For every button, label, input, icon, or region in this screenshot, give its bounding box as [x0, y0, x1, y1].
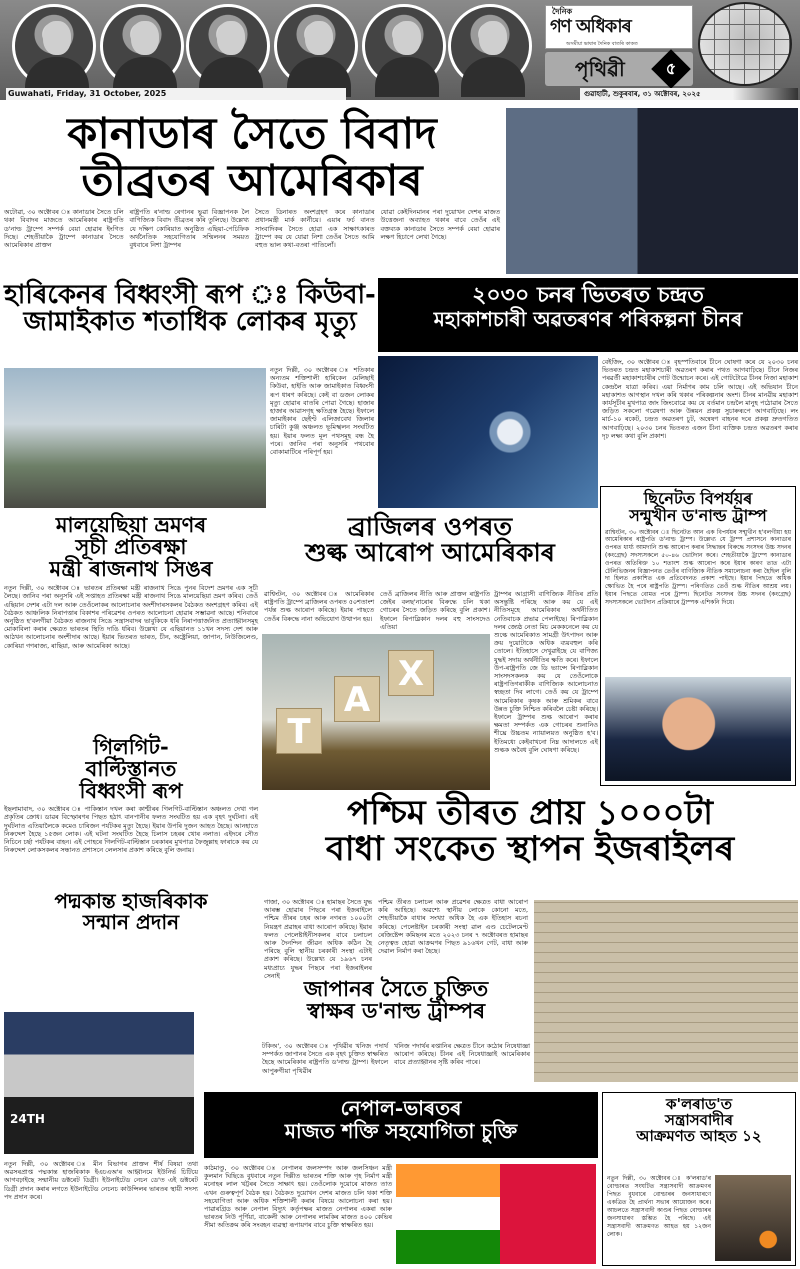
logo-name: গণ অধিকাৰ [550, 16, 631, 37]
headline-line: জাপানৰ সৈতে চুক্তিত [303, 976, 489, 1001]
article-column: সৈতে ডিনাৰত অংশগ্ৰহণ কৰে কানাডাৰ প্ৰধানমন্ত্ৰী মাৰ্ক কাৰ্নীয়ে। এয়াৰ ফৰ্চ বানত সাংবাদিকৰ সৈতে হোৱা এক সাক্ষাৎকাৰত ট্ৰাম্পে কয় যে যোৱা নিশা তেওঁৰ সৈতে আমি বহুত ভাল কথা-বতৰা পাতিলোঁ। [255, 208, 375, 250]
headline-line: মন্ত্ৰী ৰাজনাথ সিঙৰ [49, 556, 213, 582]
article-column: খনিজ পদাৰ্থৰ ৰপ্তানিৰ ক্ষেত্ৰত চীনে কঠোৰ নিষেধাজ্ঞা আৰোপ কৰিছে। চীনৰ এই নিষেধাজ্ঞাই আমেৰিকাৰ বাবে প্ৰত্যাহ্বানৰ সৃষ্টি কৰিব পাৰে। [394, 1042, 530, 1067]
headline-line: স্বাক্ষৰ ড'নাল্ড ট্ৰাম্পৰ [306, 998, 486, 1024]
headline-line: ব্ৰাজিলৰ ওপৰত [347, 512, 513, 541]
headline-line: পশ্চিম তীৰত প্ৰায় ১০০০টা [346, 793, 714, 833]
newspaper-logo [545, 5, 693, 49]
headline-line: আক্ৰমণত আহত ১২ [636, 1126, 762, 1145]
article-column: গাজা, ৩০ অক্টোবৰ ঃ হামাছৰ সৈতে যুদ্ধ আৰম্ভ হোৱাৰ পিছৰে পৰা ইজৰাইলে পশ্চিম তীৰৰ চহৰ আৰু নগৰত ১০০০টা নিয়ন্ত্ৰণ প্ৰৱাহৰ বাধা আৰোপ কৰিছে। ইয়াৰ ফলত পেলেষ্টাইনীসকলৰ বাবে চলাচল আৰু দৈনন্দিন জীৱন অধিক কঠিন হৈ পৰিছে বুলি স্থানীয় চৰকাৰী সংস্থা এটাই প্ৰকাশ কৰিছে। উল্লেখ্য যে ১৯৬৭ চনৰ মধ্যপ্ৰাচ্য যুদ্ধৰ পিছৰে পৰা ইজৰাইলৰ সেনাই [264, 898, 372, 980]
date-assamese: গুৱাহাটী, শুকুৰবাৰ, ৩১ অক্টোবৰ, ২০২৫ [580, 88, 798, 100]
portrait-5 [362, 4, 446, 88]
headline-line: সন্মুখীন ড'নাল্ড ট্ৰাম্প [629, 505, 767, 525]
headline-line: শুল্ক আৰোপ আমেৰিকাৰ [305, 538, 555, 568]
banner-nepal [204, 1092, 598, 1158]
story-brazil [264, 514, 596, 567]
globe-icon [698, 2, 792, 86]
page-number-badge [651, 49, 691, 89]
headline-line: ক'লৰাড'ত [666, 1095, 732, 1113]
section-badge [545, 52, 693, 86]
page-number: ৫ [665, 59, 677, 78]
article-column: তেওঁ ব্ৰাজিলৰ নীতি আৰু প্ৰাক্তন ৰাষ্ট্ৰপতি জেইৰ বলছ'নাৰোৰ বিৰুদ্ধে চলি থকা গোচৰৰ সৈতে জড়িত কৰিছে বুলি প্ৰকাশ। ইফালে ৰিপাব্লিকান দলৰ বহু সাংসদেও এতিয়া [380, 590, 490, 631]
headline-line: মাজত শক্তি সহযোগিতা চুক্তি [284, 1119, 518, 1143]
photo-hurricane [4, 368, 266, 508]
article-body: নতুন দিল্লী, ৩০ অক্টোবৰ ঃ ক'লৰাড'ৰ বোল্ডাৰত সংঘটিত সন্ত্ৰাসবাদী আক্ৰমণৰ পিছত বুধবাৰে বোল্ডাৰৰ জনসাধাৰণে একত্ৰিত হৈ প্ৰাৰ্থনা সভাৰ আয়োজন কৰে। আচলতে সন্ত্ৰাসবাদী কাণ্ডৰ পিছত বোল্ডাৰৰ জনসাধাৰণ স্তম্ভিত হৈ পৰিছে। এই সন্ত্ৰাসবাদী আক্ৰমণত আহত হয় ১২জন লোক। [607, 1175, 711, 1238]
photo-award-ceremony [4, 1012, 194, 1154]
photo-trump [605, 677, 791, 781]
article-column: যোৱা কেইদিনমানৰ পৰা দুয়োখন দেশৰ মাজত উত্তেজনা অব্যাহত থকাৰ বাবে তেওঁৰ এই বক্তব্যক কানাডাৰ সৈতে সম্পৰ্ক বেয়া হোৱাৰ লক্ষণ হিচাপে লেখা গৈছে। [380, 208, 500, 241]
headline-line: তীব্ৰতৰ আমেৰিকাৰ [81, 156, 423, 207]
headline-line: জামাইকাত শতাধিক লোকৰ মৃত্যু [23, 307, 357, 338]
article-body: নতুন দিল্লী, ৩০ অক্টোবৰ ঃ ভাৰতৰ প্ৰতিৰক্ষা মন্ত্ৰী ৰাজনাথ সিঙে পুনৰ বিদেশ ভ্ৰমণৰ এক সূচী লৈছে। জানিব পৰা অনুসৰি এই সপ্তাহত প্ৰতিৰক্ষা মন্ত্ৰী ৰাজনাথ সিঙে মালয়েছিয়া ভ্ৰমণ কৰিব। তেওঁ এছিয়ান দেশৰ এটা দল আৰু তেওঁলোকৰ আলোচনাৰ অংশীদাৰসকলৰ বৈঠকত অংশগ্ৰহণ কৰিব। এই বৈঠকত আঞ্চলিক নিৰাপত্তাৰ বিকাশৰ পৰিৱেশৰ ওপৰত আলোচনা হোৱাৰ সম্ভাৱনা আছে। শনিবাৰে অনুষ্ঠিত হ'বলগীয়া বৈঠকত ৰাজনাথ সিঙে সন্ত্ৰাসবাদৰ ভাবুকিকে ধৰি নিৰাপত্তাজনিত প্ৰত্যাহ্বানসমূহ মোকাবিলা কৰাৰ ক্ষেত্ৰত ভাৰতৰ স্থিতি দাঙি ধৰিব। উল্লেখ্য যে এছিয়ানত ১১খন সদস্য দেশ আৰু আঠখন আলোচনাৰ অংশীদাৰ আছে। ইয়াৰ ভিতৰত ভাৰত, চীন, অষ্ট্ৰেলিয়া, জাপান, নিউজিলেণ্ড, কোৰিয়া গণৰাজ্য, ৰাছিয়া, আৰু আমেৰিকা আছে। [4, 584, 258, 650]
date-english: Guwahati, Friday, 31 October, 2025 [6, 88, 346, 100]
tax-block: A [334, 676, 380, 722]
logo-tagline: অসমীয়া ভাষাৰ দৈনিক বাতৰি কাকত [566, 41, 638, 47]
article-body: ৱাশ্বিংটন, ৩০ অক্টোবৰ ঃ ছিনেটত আন এক বিপৰ্যয়ৰ সন্মুখীন হ'বলগীয়া হয় আমেৰিকাৰ ৰাষ্ট্ৰপতি ড'নাল্ড ট্ৰাম্প। উল্লেখ্য যে ট্ৰাম্প প্ৰশাসনে কানাডাৰ ওপৰত ধাৰ্য্য আমদানি শুল্ক আৰোপ কৰাৰ সিদ্ধান্তৰ বিৰুদ্ধে সংসদৰ উচ্চ সদনৰ (কংগ্ৰেছ) সদস্যসকলে ৫০-৪৬ ভোটদান কৰে। শেহতীয়াকৈ ট্ৰাম্পে কানাডাৰ ওপৰত অতিৰিক্ত ১০ শতাংশ শুল্ক আৰোপ কৰে ইয়াৰ কাৰণ তাত এটা টেলিভিজনৰ বিজ্ঞাপনত তেওঁৰ বাণিজ্যিক নীতিক সমালোচনা কৰা হৈছিল বুলি দা হিলত প্ৰকাশিত এক প্ৰতিবেদনত প্ৰকাশ পাইছে। ইয়াৰ পিছতে অধিক ক্ষোভিত হৈ পৰে ৰাষ্ট্ৰপতি ট্ৰাম্প। পৰিণতিত তেওঁ শুল্ক নীতিৰ আশ্ৰয় লয়। ইয়াৰ পিছতে বোমত পৰে ট্ৰাম্প। ছিনেটত সংসদৰ উচ্চ সদনৰ (কংগ্ৰেছ) সদস্যসকলে ভোটদান প্ৰক্ৰিয়াৰে ট্ৰাম্পক এশিকনি দিয়ে। [605, 528, 791, 606]
story-canada [4, 109, 500, 250]
headline-line: সন্ত্ৰাসবাদীৰ [665, 1110, 733, 1129]
photo-western-wall [534, 900, 798, 1082]
article-column: ট্ৰাম্পৰ আগ্ৰাসী বাণিজ্যিক নীতিৰ প্ৰতি অসন্তুষ্টি পৰিছে আৰু কয় যে এই নীতিসমূহে আমেৰিকাৰ অৰ্থনীতিত নেতিবাচক প্ৰভাৱ পেলাইছে। ৰিপাব্লিকান দলৰ জ্যেষ্ঠ নেতা মিচ মেককনেলে কয় যে শুল্কে আমেৰিকাত সামগ্ৰী উৎপাদন আৰু ক্ৰয় দুয়োটাকে অধিক ব্যয়বহুল কৰি তোলে। ইতিহাসে দেখুৱাইছে যে বাণিজ্য যুদ্ধই সদায় অৰ্থনীতিৰ ক্ষতি কৰে। ইফালে উপ-ৰাষ্ট্ৰপতি জে ডি ভ্যান্সে ৰিপাব্লিকান সাংসদসকলক কয় যে তেওঁলোকে ৰাষ্ট্ৰপতিগৰাকীক বাণিজ্যিক আলোচনাত স্বচ্ছতা দিব লাগে। তেওঁ কয় যে ট্ৰাম্পে আমেৰিকাৰ কৃষক আৰু শ্ৰমিকৰ বাবে উন্নত চুক্তি নিশ্চিত কৰিবলৈ চেষ্টা কৰিছে। ইফালে ট্ৰাম্পৰ শুল্ক আৰোপ কৰাৰ ক্ষমতা সম্পৰ্কত এক গোচৰৰ শুনানিও শীঘ্ৰে উচ্চতম ন্যায়ালয়ত অনুষ্ঠিত হ'ব। ইতিমধ্যে কেইবাখনো নিম্ন আদালতে এই শুল্কক অবৈধ বুলি ঘোষণা কৰিছে। [494, 590, 598, 754]
article-body: নতুন দিল্লী, ৩০ অক্টোবৰ ঃ মীন বিভাগৰ প্ৰাক্তন শীৰ্ষ বিষয়া তথা অৱসৰপ্ৰাপ্ত পদ্মকান্ত হাজৰিকাক ইএচএঅ'ৰ আহ্বানমে ইউনিৰ্ভ চিটিয়ে আগবঢ়াইছে সন্মানীয় ডক্টৰেট ডিগ্ৰী। ইউনাইটেড নেচন ডে'ত এই ডক্টৰেট ডিগ্ৰী প্ৰদান কৰাৰ লগতে ইউনাইটেড নেচনচ কাউন্সিলৰ ভাৰতৰ স্থায়ী সদস্য পদ প্ৰদান কৰে। [4, 1160, 198, 1201]
photo-tax [262, 634, 490, 790]
headline-line: নেপাল-ভাৰতৰ [340, 1096, 462, 1120]
headline-line: সন্মান প্ৰদান [82, 910, 180, 935]
portrait-4 [274, 4, 358, 88]
article-body: বেইজিং, ৩০ অক্টোবৰ ঃ বৃহস্পতিবাৰে চীনে ঘোষণা কৰে যে ২০৩০ চনৰ ভিতৰত চন্দ্ৰত মহাকাশচাৰী অৱতৰণ কৰাৰ পথত আগবাঢ়িছে। চীনে নিজৰ পৰৱৰ্তী মহাকাশচাৰীৰ গোট উন্মোচন কৰে। এই গোটটোৱে চীনৰ নিজা মহাকাশ কেন্দ্ৰলৈ যাত্ৰা কৰিব। এয়া নিৰ্মাণৰ কাম চলি আছে। এই অভিযান চীনে মহাকাশত আগস্থান দখল কৰি থকাৰ পৰিকল্পনাৰ অংশ। চীনৰ মানৱীয় মহাকাশ কাৰ্যসূচীৰ মুখপাত্ৰ জাং জিংবোৱে কয় যে বৰ্তমান চন্দ্ৰলৈ মানুহ পঠোৱাৰ সৈতে জড়িত সকলো গৱেষণা আৰু উন্নয়ন প্ৰকল্প সুচাৰুৰূপে আগবাঢ়িছে। লং মাৰ্চ-১০ ৰকেট, চন্দ্ৰত অৱতৰণ চুট, অন্বেষণ বাহনৰ দৰে প্ৰকল্প দ্ৰুতগতিত আগবাঢ়িছে। ২০৩০ চনৰ ভিতৰত এজন চীনা ব্যক্তিক চন্দ্ৰত অৱতৰণ কৰাৰ দৃঢ় লক্ষ্য কথা বুলি প্ৰকাশ। [602, 358, 798, 440]
portrait-2 [100, 4, 184, 88]
portrait-3 [186, 4, 270, 88]
headline-line: গিলগিট- [93, 734, 169, 760]
portrait-6 [448, 4, 532, 88]
headline-line: মহাকাশচাৰী অৱতৰণৰ পৰিকল্পনা চীনৰ [433, 307, 743, 332]
story-hazarika [4, 891, 258, 933]
article-body: ইছলামাবাদ, ৩০ অক্টোবৰ ঃ পাকিস্তান দখল কৰা কাশ্মীৰৰ গিলগিট-বাল্টিস্তান অঞ্চলত দেখা গল প্ৰকৃতিৰ ক্ৰোধ। ডাৱৰ বিস্ফোৰণৰ পিছত হঠাৎ বানপানীৰ ফলত সংঘটিত হয় এক বৃহৎ দুৰ্ঘটনা। এই দুৰ্ঘটনাত এতিয়ালৈকে কমেও চাৰিজন পৰ্যটকৰ মৃত্যু হৈছে। ইয়াৰ উপৰি দুজন আহত হৈছে। আনহাতে নিৰুদ্দেশ হৈছে ১৫জন লোক। এই ঘটনা সংঘটিত হৈছে চিলাস চহৰৰ থোৰ নলাত। এইদৰে সৌত নিচিনে চৰ্ছা পৰ্যটকৰ বাহন। এই পোহৰে গিলগিট-বাল্টিস্তান চৰকাৰৰ মুখপাত্ৰ ফৈজুল্লাহ ফাৰাকে কয় যে নিৰুদ্দেশ লোকসকলৰ সন্ধানত প্ৰশাসনে লেলসাৰ প্ৰকাশ কৰিছে বুলি জনায়। [4, 805, 258, 855]
headline-line: মালয়েছিয়া ভ্ৰমণৰ [55, 512, 207, 537]
story-rajnath [4, 514, 258, 732]
portrait-1 [12, 4, 96, 88]
headline-line: সূচী প্ৰতিৰক্ষা [75, 534, 187, 560]
logo-small: দৈনিক [552, 7, 573, 16]
story-gilgit [4, 736, 258, 887]
headline-line: বিধ্বংসী ৰূপ [79, 778, 183, 804]
headline-line: বাল্টিস্তানত [85, 756, 177, 782]
story-trump-senate [600, 486, 796, 786]
photo-terror [715, 1175, 791, 1261]
headline-line: ছিনেটত বিপৰ্যয়ৰ [643, 489, 753, 508]
photo-astronaut [378, 356, 598, 508]
photo-india-nepal-flags [396, 1164, 596, 1264]
article-column: অটোৱা, ৩০ অক্টোবৰ ঃ কানাডাৰ সৈতে চলি থকা বিবাদৰ মাজতে আমেৰিকাৰ ৰাষ্ট্ৰপতি ড'নাল্ড ট্ৰাম্পে সম্পৰ্ক বেয়া হোৱাৰ ইংগিত দিছে। শেহতীয়াকৈ ট্ৰাম্পে কানাডাৰ সৈতে আমেৰিকাৰ প্ৰাক্তন [4, 208, 124, 250]
article-body: নতুন দিল্লী, ৩০ অক্টোবৰ ঃ শতিকাৰ অন্যতম শক্তিশালী হাৰিকেন মেলিছাই কিউবা, হাইতি আৰু জামাইকাত বিধ্বংসী ৰূপ ধাৰণ কৰিছে। কেই বা ডজন লোকৰ মৃত্যু হোৱাৰ বাতৰি পোৱা গৈছে। হাজাৰ হাজাৰ আৱাসগৃহ ক্ষতিগ্ৰস্ত হৈছে। ইফালে জামাইকাৰ ছেইণ্ট এলিজাবেথ জিলাৰ চাৰিটা কুঞ্জ অঞ্চলত ভূমিস্খলন সংঘটিত হয়। ইয়াৰ ফলত মূল পথসমূহ বন্ধ হৈ পৰে। জানিব পৰা অনুসৰি পথবোৰ বোকামাটিৰে পৰিপূৰ্ণ হয়। [270, 366, 374, 457]
story-japan [260, 978, 532, 1022]
headline-line: বাধা সংকেত স্থাপন ইজৰাইলৰ [325, 828, 735, 869]
headline-line: পদ্মকান্ত হাজৰিকাক [54, 889, 208, 914]
headline-line: কানাডাৰ সৈতে বিবাদ [67, 109, 437, 159]
photo-banner-text: 24TH [10, 1112, 45, 1126]
article-body: কাঠমাণ্ডু, ৩০ অক্টোবৰ ঃ নেপালৰ জলসম্পদ আৰু জলসিঞ্চন মন্ত্ৰী কুলমান ঘিছিঙে বুধবাৰে নতুন দিল্লীত ভাৰতৰ শক্তি আৰু গৃহ নিৰ্মাণ মন্ত্ৰী মনোহৰ লাল খট্টৰৰ সৈতে সাক্ষাৎ হয়। তেওঁলোক দুয়োৰে মাজত তাত এখন গুৰুত্বপূৰ্ণ বৈঠক হয়। বৈঠকত দুয়োখন দেশৰ মাজত চলি থকা শক্তি সহযোগিতা আৰু অধিক শক্তিশালী কৰাৰ বিষয়ে আলোচনা কৰা হয়। পাৱাৰগ্ৰিড আৰু নেপাল বিদ্যুৎ কৰ্তৃপক্ষৰ মাজত নেপালৰ একৰা আৰু ভাৰতৰ নিউ পূৰ্ণিয়া, বাকেলী আৰু নেপালৰ লামকিৰ মাজত ৪০০ কেভিৰ সীমা অতিক্ৰম কৰি সংবহন ব্যৱস্থা ৰূপায়ণৰ বাবে চুক্তি স্বাক্ষৰিত হয়। [204, 1164, 392, 1230]
nepal-flag-icon [500, 1164, 596, 1264]
tax-block: T [276, 708, 322, 754]
story-colorado [602, 1092, 796, 1266]
article-column: টকিঅ', ৩০ অক্টোবৰ ঃ পৃথিৱীৰ খনিজ পদাৰ্থ সম্পৰ্কত জাপানৰ সৈতে এক বৃহৎ চুক্তিত স্বাক্ষৰিত হৈছে আমেৰিকাৰ ৰাষ্ট্ৰপতি ড'নাল্ড ট্ৰাম্প। ইফালে আপুৰুগীয়া পৃথিৱীৰ [262, 1042, 388, 1075]
tax-block: X [388, 650, 434, 696]
headline-line: হাৰিকেনৰ বিধ্বংসী ৰূপ ঃ কিউবা- [4, 280, 376, 310]
photo-carney-trump [506, 108, 798, 274]
article-column: পশ্চিম তীৰত চলাচল আৰু প্ৰৱেশৰ ক্ষেত্ৰত বাধা আৰোপ কৰি আহিছে। অৱশ্যে স্থানীয় লোকে কোনো মতে, শেহতীয়াকৈ বাধাৰ সংখ্যা অধিক হৈ এক ইতিহাস ৰচনা কৰিছে। পেলেষ্টাইন চৰকাৰী সংস্থা ৱাল এণ্ড চেটেলমেণ্ট ৰেজিষ্টেন্স কমিছনৰ মতে ২০২৩ চনৰ ৭ অক্টোবৰত হামাছৰ নেতৃত্বত হোৱা আক্ৰমণৰ পিছত ৯১৬খন গেট, বাধা আৰু দেৱাল নিৰ্মাণ কৰা হৈছে। [378, 898, 528, 956]
story-hurricane [4, 282, 376, 337]
section-name: পৃথিৱী [575, 57, 625, 81]
banner-china-moon [378, 278, 798, 352]
headline-line: ২০৩০ চনৰ ভিতৰত চন্দ্ৰত [472, 282, 704, 308]
story-israel [262, 793, 798, 869]
article-column: ৱাশ্বিংটন, ৩০ অক্টোবৰ ঃ আমেৰিকাৰ ৰাষ্ট্ৰপতি ট্ৰাম্পে ব্ৰাজিলৰ ওপৰত ৫০শতাংশ পৰ্যন্ত শুল্ক আৰোপ কৰিছে। ইয়াৰ পাছতে তেওঁৰ বিৰুদ্ধে নানা অভিযোগ উত্থাপন হয়। [264, 590, 374, 623]
article-column: ৰাষ্ট্ৰপতি ৰ'নাল্ড ৰেগানৰ ভুৱা বিজ্ঞাপনক লৈ বাণিজ্যিক বিবাদ তীব্ৰতৰ কৰি তুলিছে। উল্লেখ্য যে দক্ষিণ কোৰিয়াত অনুষ্ঠিত এছিয়া-পেচিফিক অৰ্থনৈতিক সহযোগিতাৰ সন্মিলনৰ সময়ত বুধবাৰে নিশা ট্ৰাম্পৰ [129, 208, 249, 250]
